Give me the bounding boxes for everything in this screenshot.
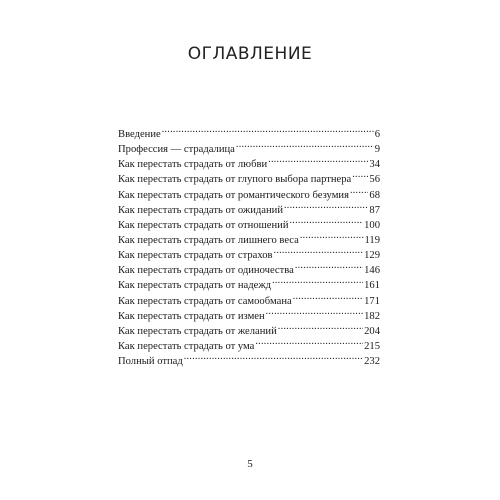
- toc-entry-page: 129: [364, 250, 380, 262]
- toc-leader-dots: [300, 228, 364, 243]
- toc-leader-dots: [272, 273, 363, 288]
- toc-leader-dots: [293, 289, 363, 304]
- toc-entry-label: Как перестать страдать от лишнего веса: [118, 234, 299, 246]
- toc-entry-label: Как перестать страдать от любви: [118, 159, 268, 171]
- toc-entry-label: Полный отпад: [118, 356, 183, 368]
- toc-entry-page: 204: [364, 325, 380, 337]
- toc-leader-dots: [352, 167, 368, 182]
- toc-entry-label: Как перестать страдать от желаний: [118, 325, 277, 337]
- toc-leader-dots: [266, 304, 363, 319]
- toc-entry-page: 171: [364, 295, 380, 307]
- toc-entry-page: 146: [364, 265, 380, 277]
- toc-entry-page: 215: [364, 340, 380, 352]
- toc-leader-dots: [278, 319, 363, 334]
- page-number: 5: [247, 458, 253, 470]
- toc-entry-page: 9: [374, 144, 380, 156]
- toc-entry-label: Как перестать страдать от измен: [118, 310, 265, 322]
- toc-entry-label: Введение: [118, 129, 161, 140]
- toc-entry-page: 34: [369, 159, 380, 171]
- toc-entry-label: Как перестать страдать от страхов: [118, 250, 273, 262]
- toc-entry: [118, 122, 380, 140]
- toc-leader-dots: [290, 213, 364, 228]
- toc-entry-page: 161: [364, 280, 380, 292]
- toc-leader-dots: [268, 152, 368, 167]
- toc-entry-page: 232: [364, 356, 380, 368]
- toc-entry-label: Как перестать страдать от отношений: [118, 219, 289, 231]
- toc-entry-label: Как перестать страдать от одиночества: [118, 265, 294, 277]
- toc-leader-dots: [255, 334, 363, 349]
- toc-entry-label: Как перестать страдать от надежд: [118, 280, 272, 292]
- toc-leader-dots: [184, 349, 363, 364]
- toc-entry-label: Как перестать страдать от ожиданий: [118, 204, 283, 216]
- toc-entry-page: 182: [364, 310, 380, 322]
- toc-entry-page: 68: [369, 189, 380, 201]
- toc-leader-dots: [295, 258, 363, 273]
- toc-entry-page: 56: [369, 174, 380, 186]
- table-of-contents: [118, 122, 380, 368]
- toc-entry-label: Профессия — страдалица: [118, 144, 235, 156]
- toc-leader-dots: [350, 183, 368, 198]
- toc-entry-page: 100: [364, 219, 380, 231]
- toc-leader-dots: [236, 137, 374, 152]
- toc-leader-dots: [284, 198, 368, 213]
- toc-entry-label: Как перестать страдать от ума: [118, 340, 255, 352]
- toc-entry-page: 119: [364, 234, 380, 246]
- page-title: ОГЛАВЛЕНИЕ: [187, 44, 313, 64]
- toc-entry-label: Как перестать страдать от романтического безумия: [118, 189, 349, 201]
- toc-leader-dots: [162, 122, 374, 137]
- toc-leader-dots: [274, 243, 364, 258]
- toc-entry-label: Как перестать страдать от самообмана: [118, 295, 292, 307]
- toc-entry-page: 6: [374, 129, 380, 140]
- toc-entry-label: Как перестать страдать от глупого выбора партнера: [118, 174, 352, 186]
- toc-entry-page: 87: [369, 204, 380, 216]
